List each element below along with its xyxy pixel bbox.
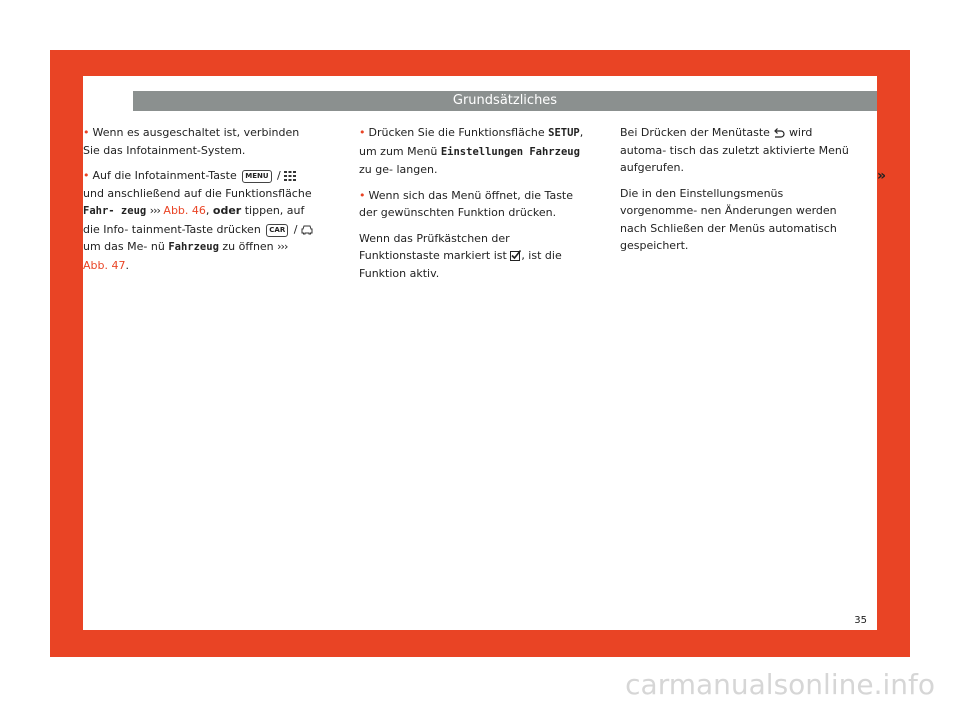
back-arrow-icon (773, 128, 785, 138)
paragraph-2: • Auf die Infotainment-Taste MENU / und anschließend auf die Funktionsfläche Fahr- zeug ››› Abb. 46, oder tippen, auf die Info- tainment-Taste drücken CAR / um das Me- nü Fahrzeug zu öffnen ››› Abb. 47. (83, 169, 312, 272)
paragraph-3: Wenn das Prüfkästchen der Funktionstaste markiert ist , ist die Funktion aktiv. (359, 231, 562, 280)
bullet-icon: • (83, 126, 90, 139)
watermark: carmanualsonline.info (625, 668, 935, 701)
figure-ref-link[interactable]: Abb. 46 (163, 204, 206, 217)
continue-mark: » (877, 168, 887, 184)
section-header: Grundsätzliches (133, 91, 877, 111)
bullet-icon: • (359, 188, 366, 202)
paragraph-1: • Drücken Sie die Funktionsfläche SETUP, um zum Menü Einstellungen Fahrzeug zu ge- langen. (359, 126, 584, 176)
column-2 (359, 124, 591, 290)
car-key-icon: CAR (266, 224, 288, 237)
column-1 (83, 124, 315, 282)
paragraph-1: Bei Drücken der Menütaste wird automa- tisch das zuletzt aktivierte Menü aufgerufen. (620, 126, 849, 174)
paragraph-1: • Wenn es ausgeschaltet ist, verbinden Sie das Infotainment-System. (83, 126, 300, 157)
menu-key-icon: MENU (242, 170, 271, 183)
bullet-icon: • (359, 126, 366, 139)
car-icon (301, 225, 313, 235)
figure-ref-link[interactable]: Abb. 47 (83, 258, 126, 272)
bullet-icon: • (83, 169, 90, 182)
page-number: 35 (854, 615, 867, 626)
paragraph-2: Die in den Einstellungsmenüs vorgenomme- nen Änderungen werden nach Schließen der Menüs automatisch gespeichert. (620, 186, 837, 252)
page-frame (50, 50, 910, 657)
column-3 (620, 124, 852, 263)
grid-menu-icon (284, 171, 296, 181)
paragraph-2: • Wenn sich das Menü öffnet, die Taste der gewünschten Funktion drücken. (359, 188, 573, 219)
checkbox-checked-icon (510, 250, 521, 261)
page-content (83, 76, 877, 630)
